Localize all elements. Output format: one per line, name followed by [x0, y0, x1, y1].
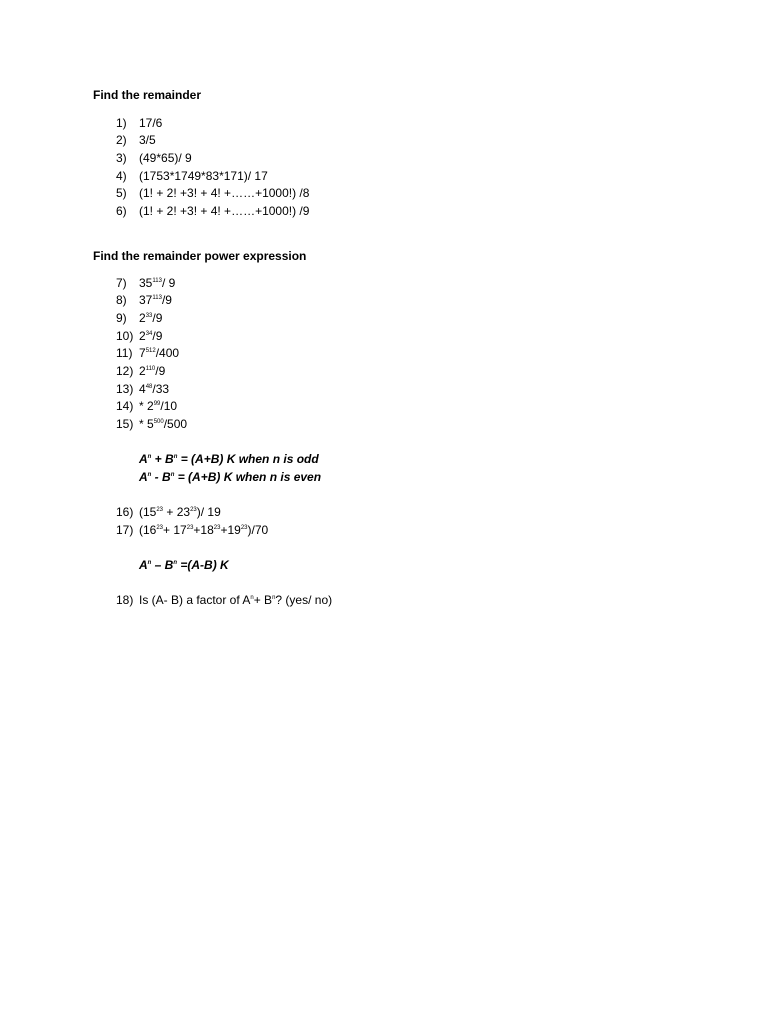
- item-term: + B: [253, 593, 273, 607]
- item-exponent: 113: [152, 295, 162, 301]
- formula-exponent: n: [147, 472, 152, 478]
- item-divisor: /9: [152, 311, 163, 325]
- item-number: 6): [116, 204, 127, 218]
- item-number: 5): [116, 186, 127, 200]
- item-number: 9): [116, 311, 127, 325]
- item-base: 37: [139, 293, 153, 307]
- list-item: [116, 116, 162, 130]
- formula-term: - B: [151, 470, 171, 484]
- item-base: 2: [139, 329, 146, 343]
- formula-result: = (A+B) K when n is even: [174, 470, 322, 484]
- list-item: [116, 346, 179, 360]
- item-exponent: 48: [145, 384, 153, 390]
- item-number: 17): [116, 523, 134, 537]
- item-number: 16): [116, 505, 134, 519]
- item-exponent: 23: [213, 525, 221, 531]
- list-item: [116, 293, 172, 307]
- item-divisor: )/ 19: [196, 505, 221, 519]
- formula-exponent: n: [147, 454, 152, 460]
- item-number: 1): [116, 116, 127, 130]
- list-item: [116, 329, 162, 343]
- item-divisor: /500: [163, 417, 188, 431]
- item-text: 3/5: [139, 133, 156, 147]
- item-base: 2: [139, 311, 146, 325]
- item-text: (1! + 2! +3! + 4! +……+1000!) /8: [139, 186, 310, 200]
- formula-result: =(A-B) K: [177, 558, 229, 572]
- item-term: (16: [139, 523, 157, 537]
- item-exponent: 23: [240, 525, 248, 531]
- item-number: 15): [116, 417, 134, 431]
- item-text: (1753*1749*83*171)/ 17: [139, 169, 268, 183]
- item-term: + 23: [163, 505, 191, 519]
- list-item: [116, 311, 162, 325]
- item-divisor: /9: [155, 364, 166, 378]
- item-term: +19: [220, 523, 241, 537]
- section-heading-find-remainder: Find the remainder: [93, 88, 202, 102]
- list-item: [116, 505, 221, 519]
- item-divisor: /9: [152, 329, 163, 343]
- list-item: [116, 593, 332, 607]
- item-number: 3): [116, 151, 127, 165]
- formula-difference-even: [139, 470, 321, 484]
- item-exponent: n: [272, 595, 276, 601]
- formula-exponent: n: [147, 560, 152, 566]
- item-divisor: /10: [160, 399, 178, 413]
- formula-exponent: n: [170, 472, 175, 478]
- item-exponent: 512: [145, 348, 156, 354]
- item-base: 2: [147, 399, 154, 413]
- item-base: 2: [139, 364, 146, 378]
- item-number: 13): [116, 382, 134, 396]
- item-base: 7: [139, 346, 146, 360]
- item-exponent: 500: [153, 419, 164, 425]
- section-heading-power-expression: Find the remainder power expression: [93, 249, 307, 263]
- item-term: (15: [139, 505, 157, 519]
- item-base: 35: [139, 276, 153, 290]
- list-item: [116, 204, 309, 218]
- item-number: 11): [116, 346, 133, 360]
- list-item: [116, 364, 165, 378]
- item-text: 17/6: [139, 116, 163, 130]
- item-exponent: 99: [153, 401, 161, 407]
- item-term: +18: [193, 523, 214, 537]
- item-number: 4): [116, 169, 127, 183]
- item-text: (1! + 2! +3! + 4! +……+1000!) /9: [139, 204, 310, 218]
- item-divisor: )/70: [247, 523, 269, 537]
- item-exponent: 113: [152, 278, 162, 284]
- item-exponent: 23: [190, 507, 197, 513]
- formula-exponent: n: [173, 454, 178, 460]
- formula-exponent: n: [173, 560, 178, 566]
- formula-term: + B: [151, 452, 174, 466]
- item-number: 14): [116, 399, 134, 413]
- list-item: [116, 382, 169, 396]
- item-prefix: *: [139, 417, 148, 431]
- item-number: 7): [116, 276, 127, 290]
- formula-difference-factor: [139, 558, 229, 572]
- item-number: 10): [116, 329, 134, 343]
- item-exponent: 23: [156, 525, 164, 531]
- item-term: + 17: [163, 523, 187, 537]
- item-divisor: /33: [152, 382, 170, 396]
- list-item: [116, 186, 309, 200]
- list-item: [116, 523, 268, 537]
- item-question: ? (yes/ no): [275, 593, 333, 607]
- item-text: (49*65)/ 9: [139, 151, 192, 165]
- item-base: 5: [147, 417, 154, 431]
- item-exponent: n: [250, 595, 254, 601]
- list-item: [116, 399, 177, 413]
- list-item: [116, 417, 187, 431]
- item-exponent: 23: [186, 525, 194, 531]
- item-divisor: /400: [155, 346, 180, 360]
- formula-sum-odd: [139, 452, 319, 466]
- item-divisor: /9: [161, 293, 172, 307]
- item-number: 12): [116, 364, 134, 378]
- formula-term: A: [139, 470, 148, 484]
- formula-term: A: [139, 558, 148, 572]
- list-item: [116, 133, 156, 147]
- item-exponent: 110: [145, 366, 156, 372]
- item-divisor: / 9: [161, 276, 176, 290]
- item-number: 18): [116, 593, 134, 607]
- item-number: 2): [116, 133, 127, 147]
- item-prefix: *: [139, 399, 148, 413]
- item-exponent: 23: [156, 507, 164, 513]
- formula-result: = (A+B) K when n is odd: [177, 452, 319, 466]
- item-term: Is (A- B) a factor of A: [139, 593, 251, 607]
- list-item: [116, 151, 192, 165]
- formula-term: A: [139, 452, 148, 466]
- item-number: 8): [116, 293, 127, 307]
- list-item: [116, 276, 175, 290]
- formula-term: – B: [151, 558, 174, 572]
- list-item: [116, 169, 268, 183]
- item-base: 4: [139, 382, 146, 396]
- item-exponent: 33: [145, 313, 153, 319]
- item-exponent: 34: [145, 331, 153, 337]
